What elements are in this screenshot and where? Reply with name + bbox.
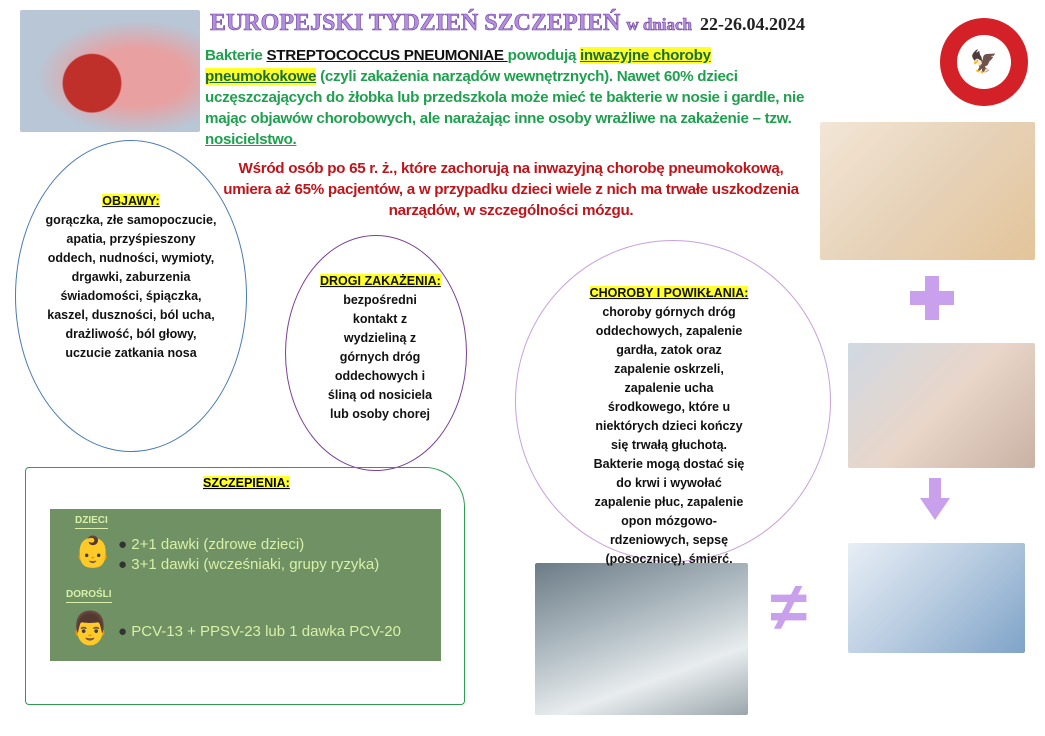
adults-label: DOROŚLI xyxy=(66,589,112,603)
choroby-content xyxy=(588,284,750,569)
not-equal-icon: ≠ xyxy=(770,569,808,645)
drogi-content xyxy=(320,272,440,424)
szczepienia-heading: SZCZEPIENIA: xyxy=(203,476,290,490)
children-playing-image xyxy=(820,122,1035,260)
arrow-down-icon xyxy=(920,478,950,520)
children-label: DZIECI xyxy=(75,515,108,529)
child-dose-2: ● 3+1 dawki (wcześniaki, grupy ryzyka) xyxy=(118,556,380,573)
psse-logo: 🦅 xyxy=(940,18,1028,106)
objawy-content xyxy=(45,192,217,363)
seniors-image xyxy=(848,343,1035,468)
adult-dose-1: ● PCV-13 + PPSV-23 lub 1 dawka PCV-20 xyxy=(118,623,401,640)
choroby-heading: CHOROBY I POWIKŁANIA: xyxy=(589,286,749,300)
text-column xyxy=(205,45,817,221)
page-title: EUROPEJSKI TYDZIEŃ SZCZEPIEŃ w dniach 22-26.04.2024 xyxy=(210,10,806,36)
vaccine-image xyxy=(848,543,1025,653)
hospital-image xyxy=(535,563,748,715)
warning-text: Wśród osób po 65 r. ż., które zachorują na inwazyjną chorobę pneumokokową, umiera aż 65% pacjentów, a w przypadku dzieci wiele z nich ma trwałe uszkodzenia narządów, w szczególności mózgu. xyxy=(223,160,799,219)
plus-icon xyxy=(910,276,954,320)
baby-icon: 👶 xyxy=(74,536,112,569)
drogi-heading: DROGI ZAKAŻENIA: xyxy=(320,274,441,288)
objawy-text: gorączka, złe samopoczucie, apatia, przyśpieszony oddech, nudności, wymioty, drgawki, zaburzenia świadomości, śpiączka, kaszel, duszności, ból ucha, drażliwość, ból głowy, uczucie zatkania nosa xyxy=(45,213,217,360)
objawy-heading: OBJAWY: xyxy=(102,194,160,208)
lungs-image xyxy=(20,10,200,132)
drogi-text: bezpośredni kontakt z wydzieliną z górnych dróg oddechowych i śliną od nosiciela lub osoby chorej xyxy=(327,293,433,421)
vaccination-panel xyxy=(50,509,441,661)
intro-text: Bakterie STREPTOCOCCUS PNEUMONIAE powodują inwazyjne choroby pneumokokowe (czyli zakażenia narządów wewnętrznych). Nawet 60% dzieci uczęszczających do żłobka lub przedszkola może mieć te bakterie w nosie i gardle, nie mając objawów chorobowych, ale narażając inne osoby wrażliwe na zakażenie – tzw. nosicielstwo. xyxy=(205,47,805,148)
child-dose-1: ● 2+1 dawki (zdrowe dzieci) xyxy=(118,536,305,553)
choroby-text: choroby górnych dróg oddechowych, zapalenie gardła, zatok oraz zapalenie oskrzeli, zapalenie ucha środkowego, które u niektórych dzieci kończy się trwałą głuchotą. Bakterie mogą dostać się do krwi i wywołać zapalenie płuc, zapalenie opon mózgowo-rdzeniowych, sepsę (posocznicę), śmierć. xyxy=(593,305,745,566)
adult-icon: 👨 xyxy=(70,610,110,646)
